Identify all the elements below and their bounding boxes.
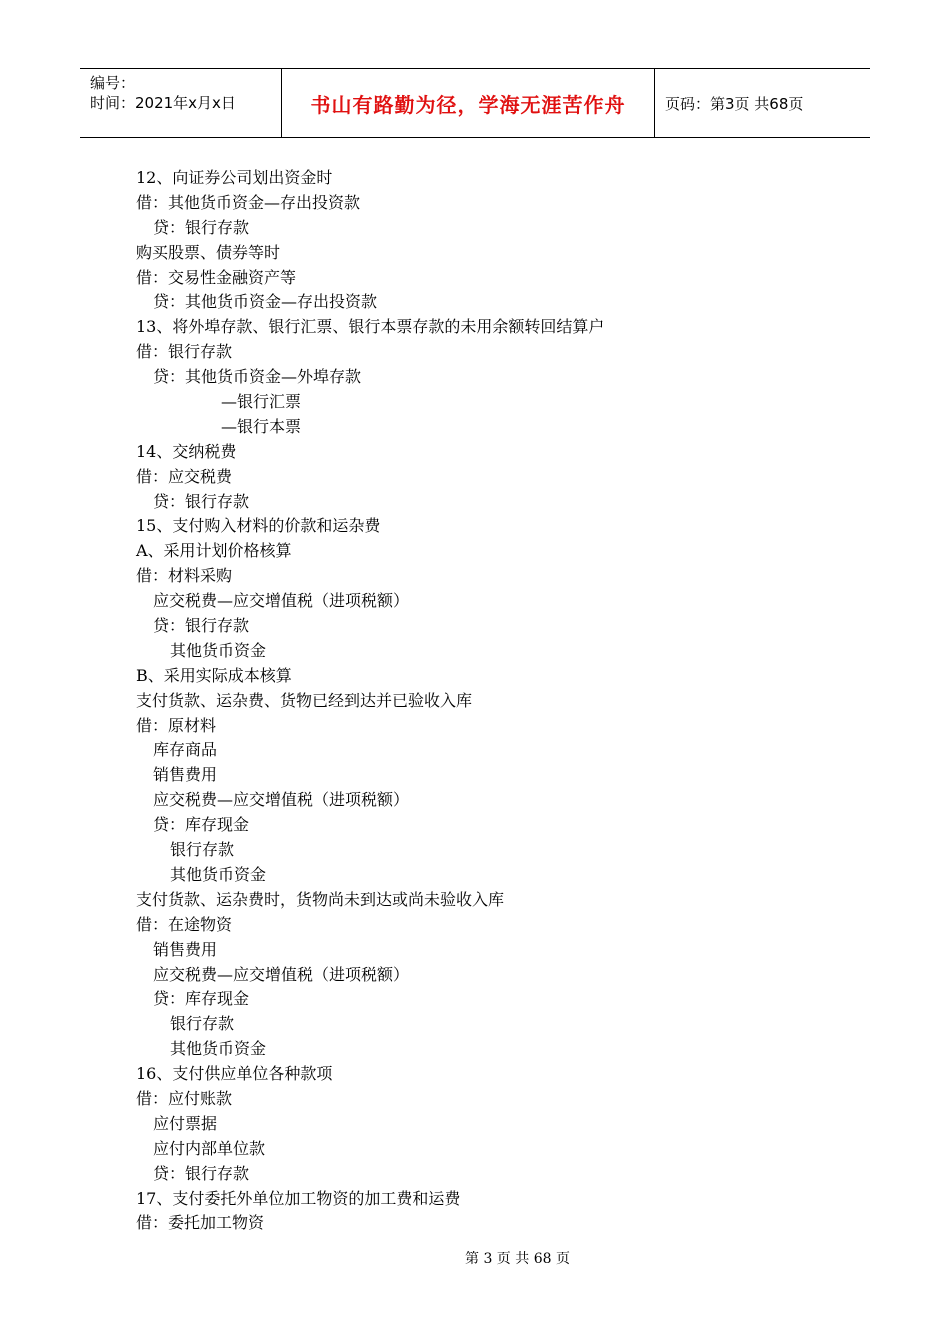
text-line: 14、交纳税费 <box>136 441 237 461</box>
text-line: 13、将外埠存款、银行汇票、银行本票存款的未用余额转回结算户 <box>136 317 605 337</box>
text-line: 借：交易性金融资产等 <box>136 267 297 287</box>
text-line: 贷：库存现金 <box>153 989 250 1009</box>
text-line: 应付内部单位款 <box>153 1138 266 1158</box>
text-line: 借：委托加工物资 <box>136 1213 265 1233</box>
document-body <box>136 166 836 1236</box>
text-line: —银行本票 <box>221 416 302 436</box>
text-line: 贷：库存现金 <box>153 815 250 835</box>
text-line: A、采用计划价格核算 <box>136 541 292 561</box>
text-line: 16、支付供应单位各种款项 <box>136 1064 333 1084</box>
text-line: 销售费用 <box>153 765 218 785</box>
text-line: 应付票据 <box>153 1113 218 1133</box>
text-line: B、采用实际成本核算 <box>136 665 292 685</box>
text-line: 贷：银行存款 <box>153 491 250 511</box>
text-line: 支付货款、运杂费时，货物尚未到达或尚未验收入库 <box>136 889 505 909</box>
text-line: 库存商品 <box>153 740 218 760</box>
text-line: 借：材料采购 <box>136 566 233 586</box>
text-line: 贷：银行存款 <box>153 217 250 237</box>
text-line: 贷：其他货币资金—存出投资款 <box>153 292 378 312</box>
text-line: 贷：银行存款 <box>153 1163 250 1183</box>
text-line: 借：应交税费 <box>136 466 233 486</box>
text-line: 应交税费—应交增值税（进项税额） <box>153 790 410 810</box>
text-line: 15、支付购入材料的价款和运杂费 <box>136 516 381 536</box>
text-line: 银行存款 <box>170 1014 235 1034</box>
page-footer: 第 3 页 共 68 页 <box>465 1251 570 1267</box>
text-line: 支付货款、运杂费、货物已经到达并已验收入库 <box>136 690 473 710</box>
header-page-number: 页码：第3页 共68页 <box>665 94 804 113</box>
document-time-label: 时间：2021年x月x日 <box>90 94 236 112</box>
text-line: 银行存款 <box>170 840 235 860</box>
text-line: 贷：银行存款 <box>153 616 250 636</box>
text-line: 其他货币资金 <box>170 640 267 660</box>
text-line: 购买股票、债券等时 <box>136 242 281 262</box>
text-line: 其他货币资金 <box>170 1039 267 1059</box>
text-line: —银行汇票 <box>221 392 302 412</box>
text-line: 17、支付委托外单位加工物资的加工费和运费 <box>136 1188 461 1208</box>
text-line: 借：在途物资 <box>136 914 233 934</box>
text-line: 借：其他货币资金—存出投资款 <box>136 192 361 212</box>
text-line: 应交税费—应交增值税（进项税额） <box>153 964 410 984</box>
text-line: 12、向证券公司划出资金时 <box>136 168 333 187</box>
page-header <box>80 68 870 138</box>
document-number-label: 编号： <box>90 74 136 92</box>
header-motto: 书山有路勤为径，学海无涯苦作舟 <box>282 69 655 137</box>
text-line: 其他货币资金 <box>170 864 267 884</box>
text-line: 借：银行存款 <box>136 342 233 362</box>
header-meta <box>80 69 282 137</box>
text-line: 贷：其他货币资金—外埠存款 <box>153 367 362 387</box>
text-line: 应交税费—应交增值税（进项税额） <box>153 591 410 611</box>
text-line: 借：原材料 <box>136 715 217 735</box>
text-line: 销售费用 <box>153 939 218 959</box>
text-line: 借：应付账款 <box>136 1088 233 1108</box>
